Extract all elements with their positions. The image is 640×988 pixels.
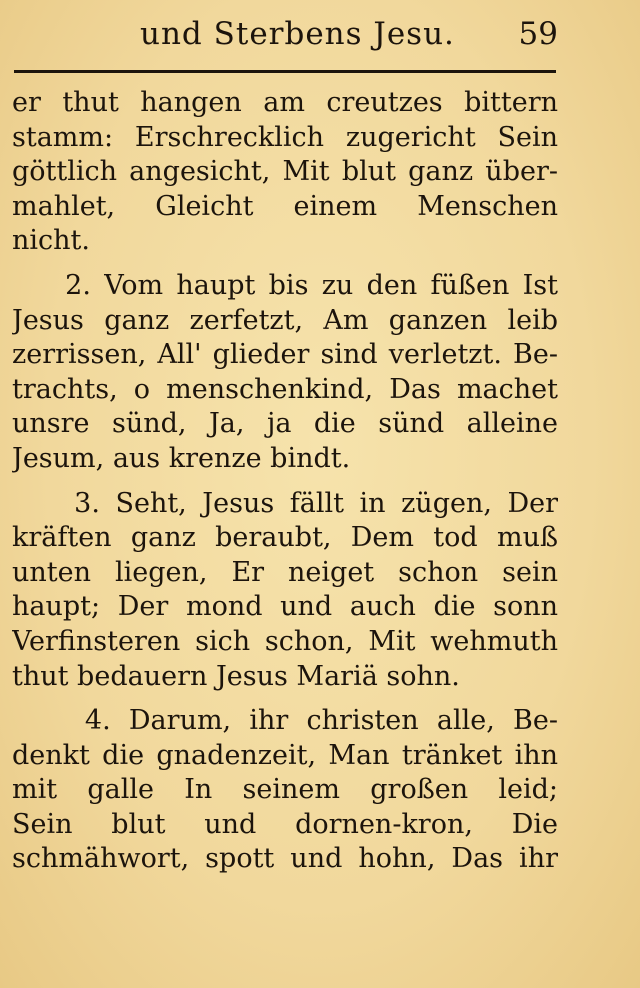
header-rule <box>14 70 556 73</box>
text-line: unten liegen, Er neiget schon sein <box>12 556 558 588</box>
text-line: stamm: Erschrecklich zugericht Sein <box>12 121 558 153</box>
text-line: denkt die gnadenzeit, Man tränket ihn <box>12 739 558 771</box>
text-line: Sein blut und dornen-kron, Die <box>12 808 558 840</box>
stanza-1 <box>12 86 558 259</box>
text-line: thut bedauern Jesus Mariä sohn. <box>12 660 460 692</box>
stanza-2 <box>12 269 558 477</box>
text-line: 3. Seht, Jesus fällt in zügen, Der <box>12 487 558 519</box>
text-line: mahlet, Gleicht einem Menschen <box>12 190 558 222</box>
text-line: Verfinsteren sich schon, Mit wehmuth <box>12 625 558 657</box>
stanza-4 <box>12 704 558 877</box>
text-line: zerrissen, All' glieder sind verletzt. Be- <box>12 339 558 371</box>
text-line: göttlich angesicht, Mit blut ganz über- <box>12 156 558 188</box>
hymn-text <box>12 86 558 877</box>
text-line: nicht. <box>12 225 90 257</box>
text-line: mit galle In seinem großen leid; <box>12 774 558 806</box>
stanza-3 <box>12 487 558 695</box>
text-line: 2. Vom haupt bis zu den füßen Ist <box>12 269 558 301</box>
text-line: er thut hangen am creutzes bittern <box>12 87 558 118</box>
page-header <box>60 10 560 58</box>
text-line: 4. Darum, ihr christen alle, Be- <box>12 705 558 737</box>
text-line: kräften ganz beraubt, Dem tod muß <box>12 522 558 554</box>
page-number: 59 <box>518 16 558 52</box>
text-line: schmähwort, spott und hohn, Das ihr <box>12 843 558 875</box>
text-line: Jesus ganz zerfetzt, Am ganzen leib <box>12 304 558 336</box>
running-title: und Sterbens Jesu. <box>140 16 455 52</box>
text-line: unsre sünd, Ja, ja die sünd alleine <box>12 408 558 440</box>
text-line: Jesum, aus krenze bindt. <box>12 442 351 474</box>
text-line: trachts, o menschenkind, Das machet <box>12 373 558 405</box>
text-line: haupt; Der mond und auch die sonn <box>12 591 558 623</box>
